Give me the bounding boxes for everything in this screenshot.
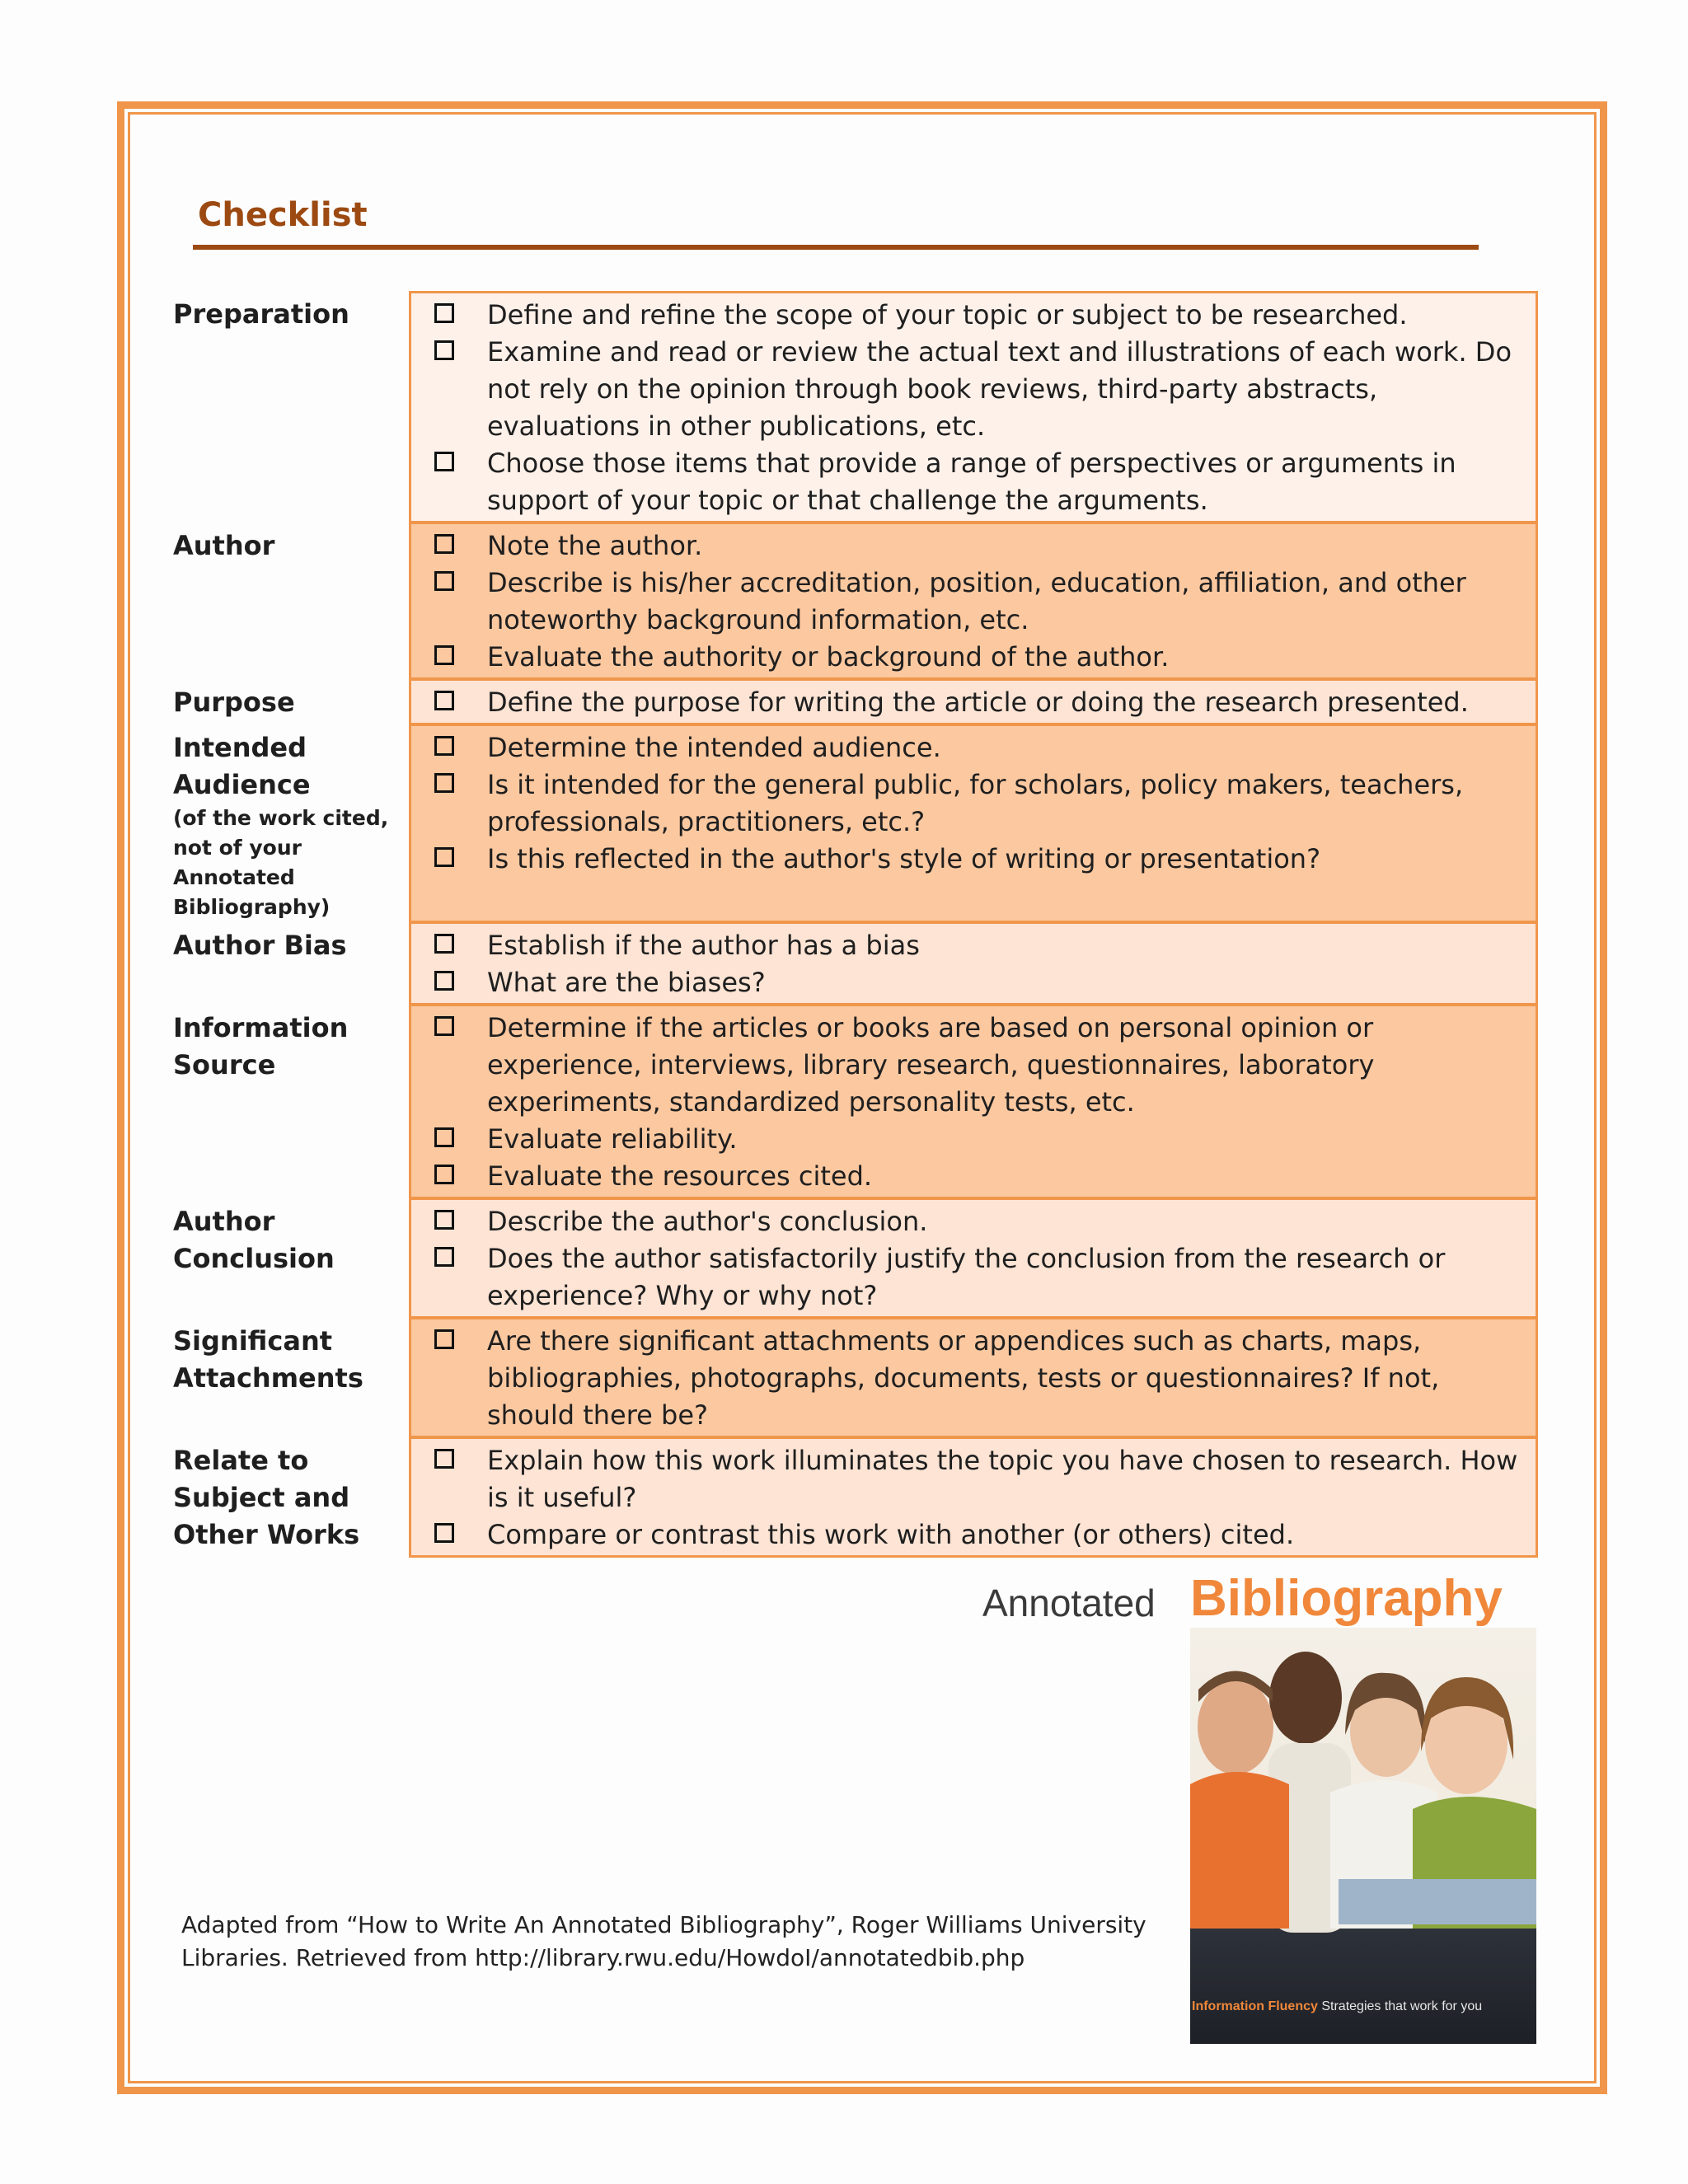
- checkbox[interactable]: [434, 971, 454, 991]
- checkbox[interactable]: [434, 1210, 454, 1230]
- checkbox[interactable]: [434, 1247, 454, 1267]
- checklist-item-text: Define and refine the scope of your topic or subject to be researched.: [487, 299, 1408, 330]
- section-row: [162, 922, 1538, 1005]
- section-row: [162, 679, 1538, 724]
- checklist-item: [411, 1010, 1524, 1121]
- section-row: [162, 291, 1538, 523]
- checkbox[interactable]: [434, 773, 454, 793]
- checkbox[interactable]: [434, 534, 454, 554]
- section-label: [162, 1437, 409, 1558]
- checkbox[interactable]: [434, 1449, 454, 1469]
- checklist-item: [411, 297, 1524, 334]
- section-row: [162, 523, 1538, 679]
- checklist-item-text: Determine if the articles or books are based on personal opinion or experience, interviews, library research, questionnaires, laboratory experiments, standardized personality tests, etc.: [487, 1012, 1375, 1118]
- checklist-item: [411, 1442, 1524, 1516]
- checklist-item: [411, 841, 1524, 878]
- checkbox[interactable]: [434, 1523, 454, 1543]
- checklist-item: [411, 639, 1524, 676]
- section-label-text: Significant Attachments: [173, 1325, 363, 1394]
- checkbox[interactable]: [434, 645, 454, 665]
- section-label: [162, 1005, 409, 1198]
- checklist-item-text: Describe the author's conclusion.: [487, 1206, 928, 1237]
- checklist-item: [411, 1516, 1524, 1554]
- section-label-text: Author: [173, 530, 275, 561]
- title-rule: [193, 245, 1479, 250]
- checkbox[interactable]: [434, 1329, 454, 1349]
- checklist-item-text: Establish if the author has a bias: [487, 930, 920, 961]
- checklist-item-text: Evaluate reliability.: [487, 1123, 738, 1155]
- page-title: Checklist: [198, 196, 368, 234]
- section-label: [162, 1318, 409, 1437]
- section-label: [162, 679, 409, 724]
- checklist-item-text: Is this reflected in the author's style of writing or presentation?: [487, 843, 1321, 874]
- section-items: [409, 922, 1538, 1005]
- section-items: [409, 523, 1538, 679]
- section-row: [162, 1005, 1538, 1198]
- checklist-item-text: Compare or contrast this work with another (or others) cited.: [487, 1519, 1295, 1550]
- section-label-text: Author Bias: [173, 930, 347, 961]
- checklist-item-text: Choose those items that provide a range of perspectives or arguments in support of your topic or that challenge the arguments.: [487, 448, 1456, 516]
- checklist-item-text: Note the author.: [487, 530, 703, 561]
- checkbox[interactable]: [434, 571, 454, 591]
- checklist-item-text: What are the biases?: [487, 967, 766, 998]
- checklist-item: [411, 964, 1524, 1001]
- checkbox[interactable]: [434, 452, 454, 471]
- checklist-item: [411, 1121, 1524, 1158]
- checklist-item: [411, 334, 1524, 445]
- section-row: [162, 1318, 1538, 1437]
- section-items: [409, 291, 1538, 523]
- cover-photo: [1190, 1628, 1536, 2044]
- cover-tagline: [1192, 1999, 1482, 2014]
- checklist-item: [411, 1240, 1524, 1315]
- checkbox[interactable]: [434, 340, 454, 360]
- checklist-item: [411, 766, 1524, 841]
- checklist-item: [411, 1203, 1524, 1240]
- checklist-item-text: Evaluate the resources cited.: [487, 1160, 873, 1192]
- checklist-item: [411, 445, 1524, 519]
- checklist-item-text: Determine the intended audience.: [487, 732, 941, 763]
- checklist-item: [411, 729, 1524, 766]
- checkbox[interactable]: [434, 847, 454, 867]
- checklist-item-text: Define the purpose for writing the article or doing the research presented.: [487, 687, 1469, 718]
- checklist-item-text: Evaluate the authority or background of the author.: [487, 641, 1170, 673]
- checkbox[interactable]: [434, 303, 454, 323]
- section-label-text: Purpose: [173, 687, 295, 718]
- checklist-item-text: Are there significant attachments or appendices such as charts, maps, bibliographies, photographs, documents, tests or questionnaires? If not, should there be?: [487, 1325, 1440, 1431]
- section-items: [409, 1198, 1538, 1318]
- checkbox[interactable]: [434, 1127, 454, 1147]
- checklist-item: [411, 565, 1524, 639]
- section-items: [409, 1318, 1538, 1437]
- section-label: [162, 291, 409, 523]
- section-row: [162, 724, 1538, 922]
- section-label-text: Author Conclusion: [173, 1206, 335, 1274]
- checklist-item-text: Explain how this work illuminates the topic you have chosen to research. How is it useful?: [487, 1445, 1518, 1513]
- section-label: [162, 523, 409, 679]
- checklist-item: [411, 527, 1524, 565]
- cover-word-bibliography: Bibliography: [1190, 1570, 1503, 1627]
- checkbox[interactable]: [434, 934, 454, 954]
- section-row: [162, 1437, 1538, 1558]
- checklist-item-text: Does the author satisfactorily justify the conclusion from the research or experience? Why or why not?: [487, 1243, 1446, 1311]
- section-label: [162, 1198, 409, 1318]
- checklist-item: [411, 1158, 1524, 1195]
- section-label-text: Preparation: [173, 298, 349, 330]
- section-items: [409, 1437, 1538, 1558]
- section-label-text: Information Source: [173, 1012, 349, 1080]
- section-items: [409, 1005, 1538, 1198]
- section-items: [409, 724, 1538, 922]
- checklist-table: [162, 291, 1538, 1558]
- section-label-text: Relate to Subject and Other Works: [173, 1445, 360, 1550]
- section-label: [162, 724, 409, 922]
- cover-word-annotated: Annotated: [982, 1582, 1156, 1624]
- checklist-item-text: Describe is his/her accreditation, position, education, affiliation, and other noteworthy background information, etc.: [487, 567, 1466, 635]
- section-sublabel: (of the work cited, not of your Annotated Bibliography): [173, 806, 389, 919]
- citation: Adapted from “How to Write An Annotated Bibliography”, Roger Williams University Libraries. Retrieved from http://library.rwu.edu/HowdoI/annotatedbib.php: [181, 1911, 1146, 1971]
- checkbox[interactable]: [434, 1165, 454, 1184]
- section-label: [162, 922, 409, 1005]
- checkbox[interactable]: [434, 736, 454, 756]
- checkbox[interactable]: [434, 1016, 454, 1036]
- checkbox[interactable]: [434, 691, 454, 710]
- section-label-text: Intended Audience: [173, 732, 311, 800]
- people-illustration: [1190, 1628, 1536, 2044]
- cover-tagline-rest: Strategies that work for you: [1317, 1999, 1483, 2013]
- cover-tagline-highlight: Information Fluency: [1192, 1999, 1318, 2013]
- section-items: [409, 679, 1538, 724]
- checklist-item-text: Examine and read or review the actual text and illustrations of each work. Do not rely on the opinion through book reviews, third-party abstracts, evaluations in other publications, etc.: [487, 336, 1512, 442]
- checklist-item-text: Is it intended for the general public, for scholars, policy makers, teachers, professionals, practitioners, etc.?: [487, 769, 1464, 837]
- checklist-item: [411, 684, 1524, 721]
- section-row: [162, 1198, 1538, 1318]
- checklist-item: [411, 1323, 1524, 1434]
- checklist-item: [411, 927, 1524, 964]
